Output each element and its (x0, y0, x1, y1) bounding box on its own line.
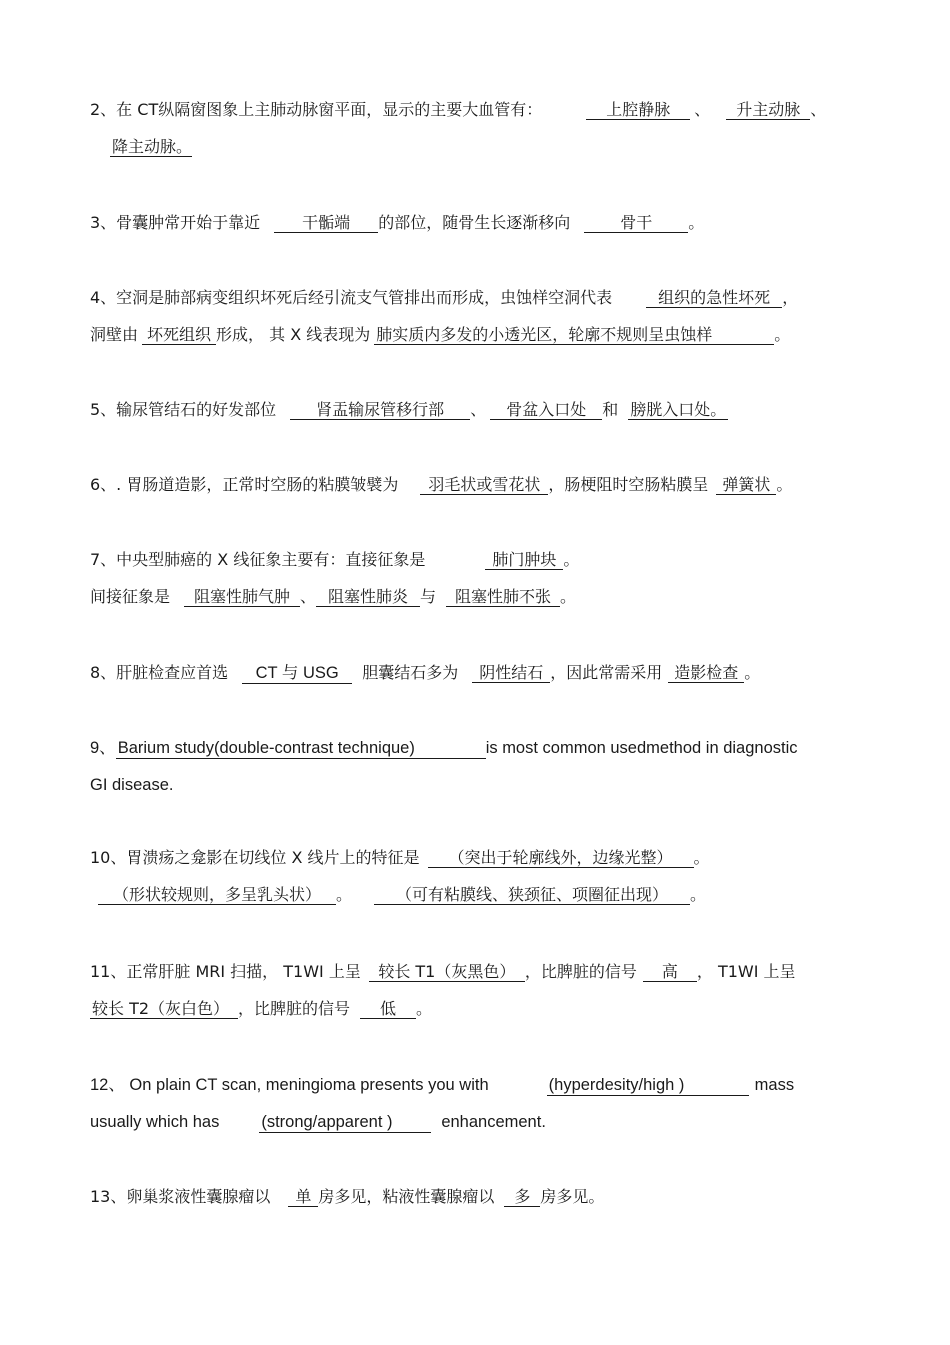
question-10-blank-1: （突出于轮廓线外，边缘光整） (428, 848, 694, 868)
question-11-blank-4: 低 (360, 999, 416, 1019)
question-2-blank-1: 上腔静脉 (586, 100, 690, 120)
question-10-blank-2: （形状较规则，多呈乳头状） (98, 885, 336, 905)
question-5-text-b: 和 (602, 400, 619, 419)
question-9-line-2 (90, 775, 865, 795)
question-11-text-b: ，比脾脏的信号 (524, 962, 637, 981)
question-4-text-b: ， (782, 288, 799, 307)
question-11-text-e: 。 (416, 999, 433, 1018)
question-4-blank-2: 坏死组织 (142, 325, 216, 345)
question-10-text-c: 。 (336, 885, 353, 904)
question-6-text-b: ，肠梗阻时空肠粘膜呈 (548, 475, 709, 494)
question-3-text-c: 。 (688, 213, 705, 232)
question-11-blank-3: 较长 T2（灰白色） (90, 999, 238, 1019)
question-13-text-b: 房多见，粘液性囊腺瘤以 (318, 1187, 495, 1206)
question-12-text-c: usually which has (90, 1113, 220, 1131)
question-2-line-2 (110, 137, 885, 157)
question-11-blank-1: 较长 T1（灰黑色） (369, 962, 525, 982)
question-5-line-1 (90, 400, 865, 420)
question-10-text-d: 。 (690, 885, 707, 904)
question-3-blank-2: 骨干 (584, 213, 688, 233)
question-10-blank-3: （可有粘膜线、狭颈征、项圈征出现） (374, 885, 690, 905)
question-4-blank-1: 组织的急性坏死 (646, 288, 782, 308)
question-13-blank-1: 单 (288, 1187, 318, 1207)
question-9-text-b: is most common usedmethod in diagnostic (485, 739, 798, 757)
question-4-text-c: 洞壁由 (90, 325, 139, 344)
question-6-line-1 (90, 475, 865, 495)
question-5-blank-1: 肾盂输尿管移行部 (290, 400, 470, 420)
question-13-text-a: 13、卵巢浆液性囊腺瘤以 (90, 1187, 271, 1206)
question-9-blank-1: Barium study(double-contrast technique) (116, 739, 486, 759)
question-8-line-1 (90, 663, 865, 684)
question-7-blank-1: 肺门肿块 (485, 550, 563, 570)
question-4-blank-3: 肺实质内多发的小透光区，轮廓不规则呈虫蚀样 (374, 325, 774, 345)
question-7-text-e: 。 (560, 587, 577, 606)
question-9-line-1 (90, 738, 865, 759)
question-9-text-c: GI disease. (90, 776, 174, 794)
question-8-blank-1: CT 与 USG (242, 664, 352, 684)
question-11-line-2 (90, 999, 865, 1019)
question-10-line-1 (90, 848, 865, 868)
question-3-text-b: 的部位，随骨生长逐渐移向 (378, 213, 571, 232)
question-8-blank-2: 阴性结石 (472, 663, 550, 683)
question-3-blank-1: 干骺端 (274, 213, 378, 233)
question-6-blank-2: 弹簧状 (716, 475, 776, 495)
question-2-text: 2、在 CT纵隔窗图象上主肺动脉窗平面，显示的主要大血管有： (90, 100, 543, 119)
question-7-blank-4: 阻塞性肺不张 (446, 587, 560, 607)
question-7-blank-3: 阻塞性肺炎 (316, 587, 420, 607)
question-7-line-2 (90, 587, 865, 607)
question-8-text-a: 8、肝脏检查应首选 (90, 663, 229, 682)
question-5-separator-1: 、 (470, 400, 487, 419)
question-10-line-2 (98, 885, 873, 905)
question-12-text-d: enhancement. (441, 1113, 546, 1131)
question-6-blank-1: 羽毛状或雪花状 (420, 475, 548, 495)
question-7-text-a: 7、中央型肺癌的 X 线征象主要有：直接征象是 (90, 550, 426, 569)
question-7-blank-2: 阻塞性肺气肿 (184, 587, 300, 607)
question-5-blank-2: 骨盆入口处 (490, 400, 602, 420)
question-9-number: 9、 (90, 739, 116, 757)
question-11-line-1 (90, 962, 865, 982)
question-4-line-2 (90, 325, 865, 345)
question-12-blank-2: (strong/apparent ) (259, 1113, 431, 1133)
question-8-text-d: 。 (744, 663, 761, 682)
question-4-text-d: 形成， 其 X 线表现为 (216, 325, 371, 344)
question-8-text-c: ，因此常需采用 (550, 663, 663, 682)
question-12-text-a: 12、 On plain CT scan, meningioma presents you with (90, 1076, 489, 1094)
question-7-text-c: 间接征象是 (90, 587, 171, 606)
question-13-text-c: 房多见。 (540, 1187, 605, 1206)
question-11-text-c: ， T1WI 上呈 (696, 962, 796, 981)
question-4-text-e: 。 (774, 325, 791, 344)
question-2-blank-3: 降主动脉。 (112, 137, 193, 156)
question-7-text-d: 与 (420, 587, 437, 606)
question-12-blank-1: (hyperdesity/high ) (547, 1076, 749, 1096)
question-7-separator-1: 、 (300, 587, 317, 606)
question-5-blank-3: 膀胱入口处。 (630, 400, 727, 419)
question-2-separator-2: 、 (810, 100, 827, 119)
question-13-line-1 (90, 1187, 865, 1207)
question-4-line-1 (90, 288, 865, 308)
question-6-text-a: 6、. 胃肠道造影，正常时空肠的粘膜皱襞为 (90, 475, 399, 494)
question-11-blank-2: 高 (643, 962, 697, 982)
question-3-line-1 (90, 213, 865, 233)
question-11-text-a: 11、正常肝脏 MRI 扫描， T1WI 上呈 (90, 962, 361, 981)
question-12-line-2 (90, 1112, 865, 1133)
question-6-text-c: 。 (776, 475, 793, 494)
question-2-separator-1: 、 (694, 100, 711, 119)
question-7-line-1 (90, 550, 865, 570)
question-5-text-a: 5、输尿管结石的好发部位 (90, 400, 277, 419)
question-7-text-b: 。 (563, 550, 580, 569)
question-4-text-a: 4、空洞是肺部病变组织坏死后经引流支气管排出而形成，虫蚀样空洞代表 (90, 288, 613, 307)
question-8-blank-3: 造影检查 (668, 663, 744, 683)
question-3-text-a: 3、骨囊肿常开始于靠近 (90, 213, 261, 232)
question-11-text-d: ，比脾脏的信号 (238, 999, 351, 1018)
question-12-line-1 (90, 1075, 865, 1096)
question-2-blank-2: 升主动脉 (726, 100, 810, 120)
question-8-text-b: 胆囊结石多为 (362, 663, 459, 682)
question-10-text-b: 。 (693, 848, 710, 867)
question-10-text-a: 10、胃溃疡之龛影在切线位 X 线片上的特征是 (90, 848, 420, 867)
question-13-blank-2: 多 (504, 1187, 540, 1207)
question-2-line-1 (90, 100, 865, 120)
question-12-text-b: mass (754, 1076, 795, 1094)
